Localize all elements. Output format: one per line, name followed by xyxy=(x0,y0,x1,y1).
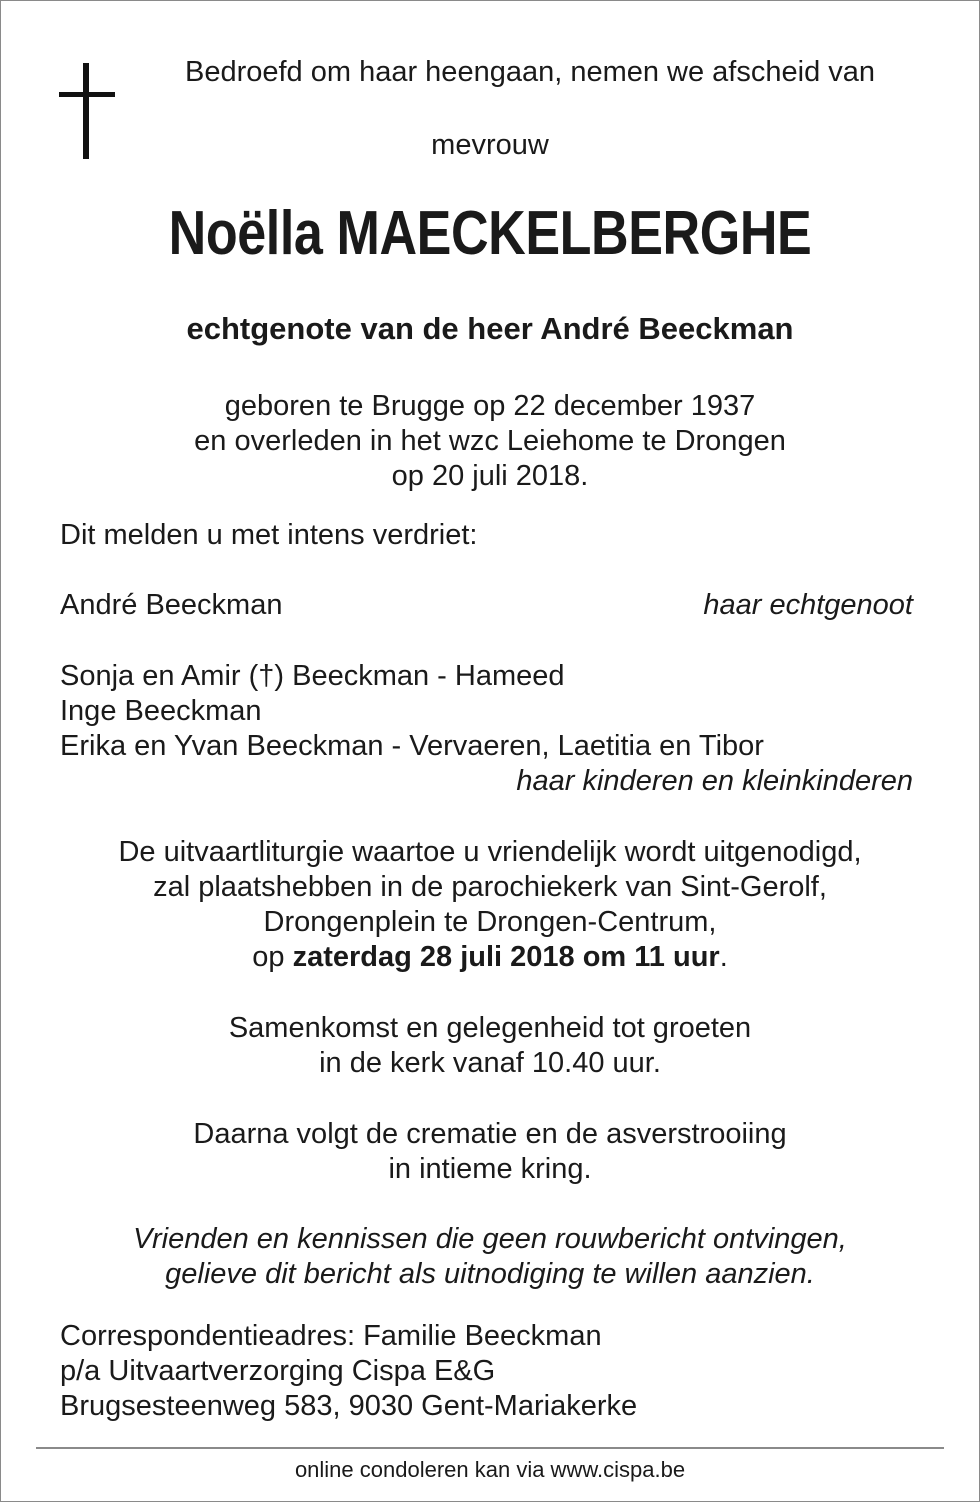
funeral-line: zal plaatshebben in de parochiekerk van Sint-Gerolf, xyxy=(153,871,827,903)
birth-line: geboren te Brugge op 22 december 1937 xyxy=(224,390,756,422)
funeral-line: Drongenplein te Drongen-Centrum, xyxy=(263,906,717,938)
notice-block xyxy=(1,1222,979,1292)
death-line: en overleden in het wzc Leiehome te Drongen xyxy=(194,425,786,457)
funeral-date-prefix: op xyxy=(252,941,293,973)
funeral-date: zaterdag 28 juli 2018 om 11 uur xyxy=(292,941,720,973)
deceased-name: Noëlla MAECKELBERGHE xyxy=(168,199,812,268)
husband-role: haar echtgenoot xyxy=(703,589,913,621)
address-line: Correspondentieadres: Familie Beeckman xyxy=(60,1320,602,1352)
notice-line: Vrienden en kennissen die geen rouwbericht ontvingen, xyxy=(133,1223,847,1255)
funeral-date-suffix: . xyxy=(719,941,728,973)
list-item: Erika en Yvan Beeckman - Vervaeren, Laetitia en Tibor xyxy=(60,730,764,762)
gathering-block xyxy=(1,1011,979,1081)
spouse-line: echtgenote van de heer André Beeckman xyxy=(186,311,794,346)
gathering-line: in de kerk vanaf 10.40 uur. xyxy=(319,1047,661,1079)
children-list xyxy=(60,659,764,764)
notice-line: gelieve dit bericht als uitnodiging te willen aanzien. xyxy=(165,1258,815,1290)
cremation-line: Daarna volgt de crematie en de asverstrooiing xyxy=(193,1118,787,1150)
address-block xyxy=(60,1319,637,1424)
funeral-date-line xyxy=(1,940,979,975)
address-line: Brugsesteenweg 583, 9030 Gent-Mariakerke xyxy=(60,1390,638,1422)
death-date-line: op 20 juli 2018. xyxy=(391,460,589,492)
cremation-line: in intieme kring. xyxy=(388,1153,592,1185)
birth-death-block xyxy=(1,389,979,494)
funeral-line: De uitvaartliturgie waartoe u vriendelijk wordt uitgenodigd, xyxy=(118,836,862,868)
title-prefix: mevrouw xyxy=(431,129,549,161)
list-item: Sonja en Amir (†) Beeckman - Hameed xyxy=(60,660,565,692)
footer-divider xyxy=(36,1447,944,1449)
address-line: p/a Uitvaartverzorging Cispa E&G xyxy=(60,1355,496,1387)
footer-text: online condoleren kan via www.cispa.be xyxy=(294,1457,686,1482)
children-role: haar kinderen en kleinkinderen xyxy=(516,765,913,797)
funeral-block xyxy=(1,835,979,975)
cremation-block xyxy=(1,1117,979,1187)
intro-line: Bedroefd om haar heengaan, nemen we afscheid van xyxy=(184,56,876,88)
husband-name: André Beeckman xyxy=(60,589,283,621)
list-item: Inge Beeckman xyxy=(60,695,262,727)
gathering-line: Samenkomst en gelegenheid tot groeten xyxy=(228,1012,752,1044)
announce-line: Dit melden u met intens verdriet: xyxy=(60,519,478,551)
